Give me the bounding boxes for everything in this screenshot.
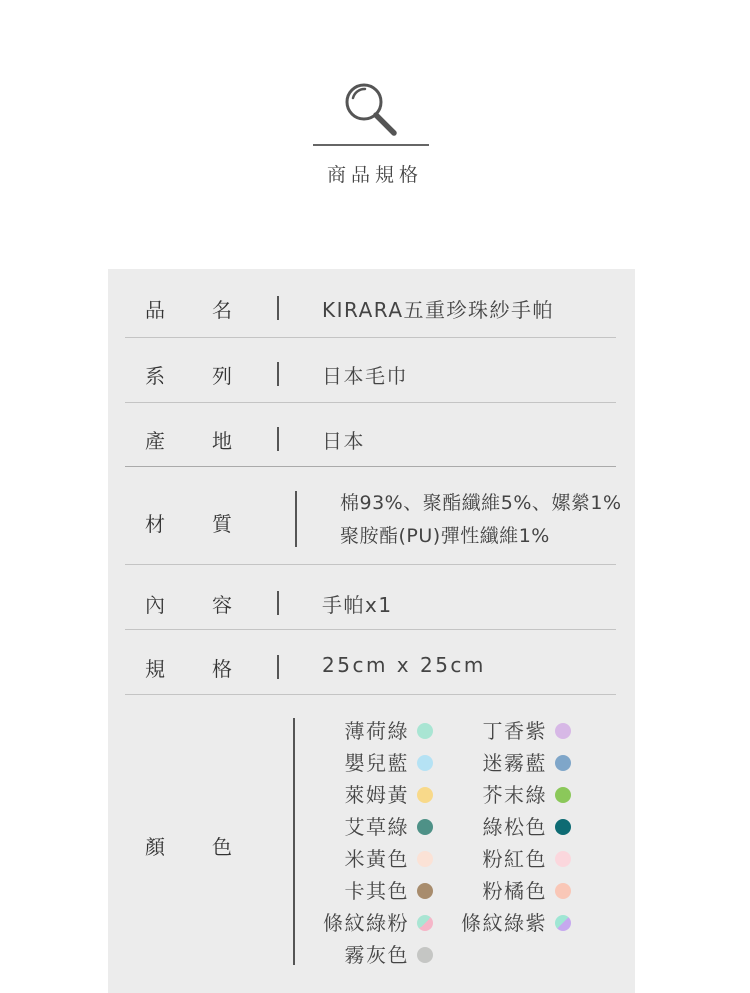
color-name: 粉紅色 <box>482 847 547 871</box>
color-swatch-icon <box>555 755 571 771</box>
spec-label-colors-2: 色 <box>212 835 232 859</box>
spec-value-material-line2: 聚胺酯(PU)彈性纖維1% <box>340 525 550 547</box>
color-swatch-icon <box>555 915 571 931</box>
color-name: 米黃色 <box>344 847 409 871</box>
row-divider <box>125 402 616 403</box>
label-separator <box>277 655 279 679</box>
color-name: 丁香紫 <box>482 719 547 743</box>
color-option <box>371 908 571 938</box>
color-option <box>371 844 571 874</box>
color-swatch-icon <box>555 883 571 899</box>
color-name: 萊姆黃 <box>344 783 409 807</box>
color-name: 霧灰色 <box>344 943 409 967</box>
spec-label-contents-2: 容 <box>212 593 232 617</box>
color-swatch-icon <box>555 819 571 835</box>
label-separator <box>277 591 279 615</box>
row-divider <box>125 337 616 338</box>
color-option <box>371 812 571 842</box>
color-option <box>371 876 571 906</box>
color-swatch-icon <box>555 723 571 739</box>
color-swatch-icon <box>555 787 571 803</box>
spec-label-colors-1: 顏 <box>145 835 165 859</box>
color-option <box>371 748 571 778</box>
spec-header <box>0 0 750 200</box>
color-name: 迷霧藍 <box>482 751 547 775</box>
label-separator <box>277 296 279 320</box>
color-name: 芥末綠 <box>482 783 547 807</box>
spec-value-contents: 手帕x1 <box>322 593 393 617</box>
spec-label-origin-2: 地 <box>212 429 232 453</box>
spec-label-contents-1: 內 <box>145 593 165 617</box>
spec-table <box>108 269 635 993</box>
page-title: 商品規格 <box>326 164 423 186</box>
row-divider <box>125 564 616 565</box>
color-swatch-icon <box>555 851 571 867</box>
color-option <box>371 780 571 810</box>
color-name: 艾草綠 <box>344 815 409 839</box>
color-name: 條紋綠紫 <box>461 911 547 935</box>
spec-value-material-line1: 棉93%、聚酯纖維5%、嫘縈1% <box>340 492 622 514</box>
row-divider <box>125 694 616 695</box>
color-name: 綠松色 <box>482 815 547 839</box>
spec-value-name: KIRARA五重珍珠紗手帕 <box>322 298 555 322</box>
color-option <box>233 940 433 970</box>
header-divider <box>313 144 429 146</box>
spec-label-series-2: 列 <box>212 364 232 388</box>
color-name: 粉橘色 <box>482 879 547 903</box>
spec-value-origin: 日本 <box>322 429 365 453</box>
color-name: 條紋綠粉 <box>323 911 409 935</box>
spec-label-series-1: 系 <box>145 364 165 388</box>
spec-value-series: 日本毛巾 <box>322 364 408 388</box>
spec-value-size: 25cm x 25cm <box>322 653 486 677</box>
spec-label-material-2: 質 <box>212 512 232 536</box>
spec-label-name-2: 名 <box>212 298 232 322</box>
label-separator <box>277 427 279 451</box>
label-separator <box>277 362 279 386</box>
color-name: 薄荷綠 <box>344 719 409 743</box>
spec-label-size-1: 規 <box>145 657 165 681</box>
spec-label-origin-1: 產 <box>145 429 165 453</box>
color-option <box>371 716 571 746</box>
row-divider <box>125 466 616 467</box>
color-swatch-icon <box>417 947 433 963</box>
label-separator <box>295 491 297 547</box>
color-name: 卡其色 <box>344 879 409 903</box>
magnifier-icon <box>340 80 402 142</box>
spec-label-size-2: 格 <box>212 657 232 681</box>
spec-label-name-1: 品 <box>145 298 165 322</box>
row-divider <box>125 629 616 630</box>
spec-label-material-1: 材 <box>145 512 165 536</box>
color-name: 嬰兒藍 <box>344 751 409 775</box>
